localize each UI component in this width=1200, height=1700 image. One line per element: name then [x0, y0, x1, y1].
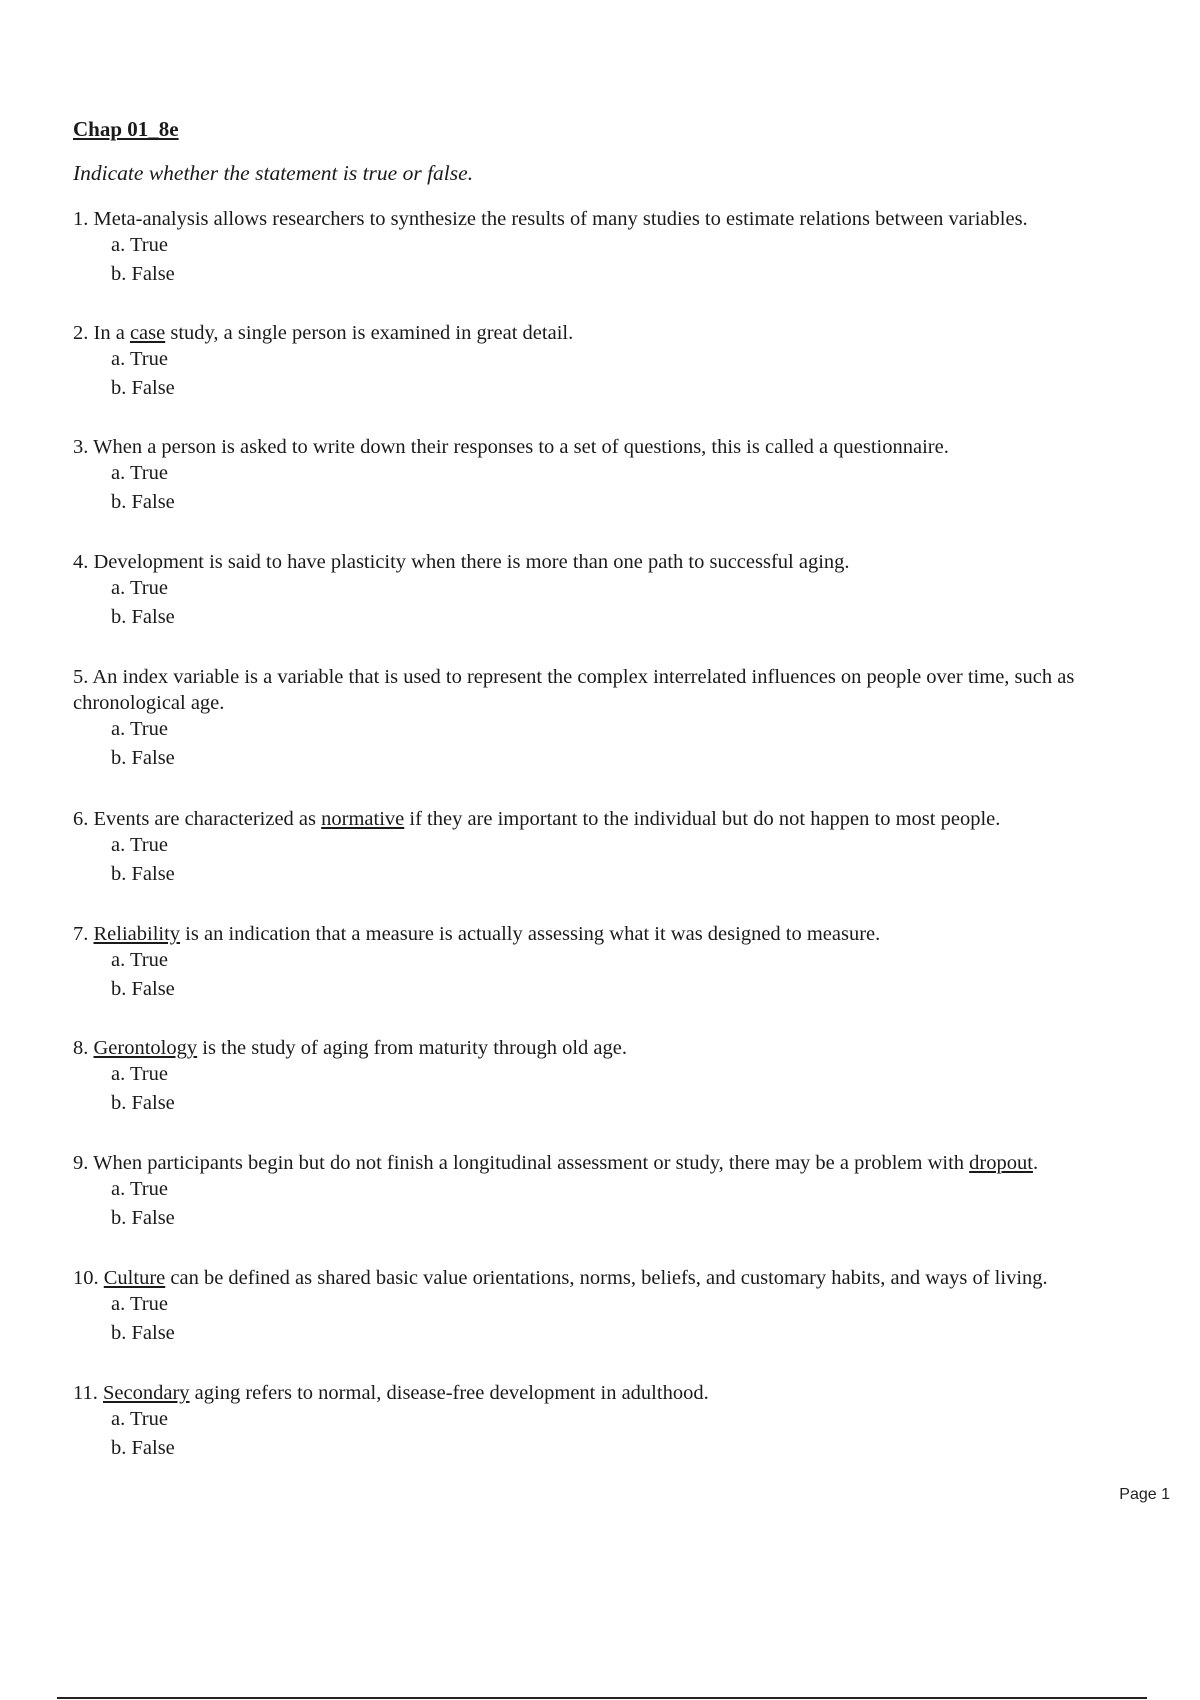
- answer-option: a. True: [111, 718, 168, 740]
- answer-option: b. False: [111, 1437, 175, 1459]
- answer-option: a. True: [111, 1063, 168, 1085]
- answer-option: a. True: [111, 577, 168, 599]
- underlined-term: Culture: [103, 1267, 166, 1289]
- question-stem: [73, 1380, 1173, 1406]
- question-number: 7.: [73, 923, 89, 945]
- question-text: Development is said to have plasticity when there is more than one path to successful aging.: [93, 551, 850, 573]
- question-item: [73, 1150, 1173, 1231]
- question-text: Events are characterized as: [93, 808, 322, 830]
- question-text: When a person is asked to write down their responses to a set of questions, this is called a questionnaire.: [93, 436, 949, 458]
- question-text: can be defined as shared basic value orientations, norms, beliefs, and customary habits, and ways of living.: [165, 1267, 1048, 1289]
- question-number: 9.: [73, 1152, 89, 1174]
- question-number: 2.: [73, 322, 89, 344]
- question-number: 6.: [73, 808, 89, 830]
- question-item: [73, 806, 1173, 887]
- question-number: 3.: [73, 436, 89, 458]
- question-number: 10.: [73, 1267, 99, 1289]
- answer-option: b. False: [111, 1092, 175, 1114]
- question-text: Meta-analysis allows researchers to synthesize the results of many studies to estimate relations between variables.: [93, 208, 1028, 230]
- question-number: 8.: [73, 1037, 89, 1059]
- underlined-term: dropout: [969, 1152, 1033, 1174]
- underlined-term: normative: [321, 808, 405, 830]
- question-stem: [73, 1035, 1173, 1061]
- question-item: [73, 206, 1173, 287]
- question-text: if they are important to the individual but do not happen to most people.: [404, 808, 1001, 830]
- question-item: [73, 434, 1173, 515]
- question-stem: [73, 434, 1173, 460]
- answer-option: b. False: [111, 377, 175, 399]
- question-item: [73, 664, 1173, 771]
- question-item: [73, 1265, 1173, 1346]
- question-text: .: [1032, 1152, 1039, 1174]
- question-stem: [73, 320, 1173, 346]
- answer-option: a. True: [111, 1178, 168, 1200]
- answer-option: a. True: [111, 234, 168, 256]
- question-text: An index variable is a variable that is used to represent the complex interrelated influences on people over time, such as chronological age.: [73, 666, 1075, 714]
- question-stem: [73, 806, 1173, 832]
- answer-option: a. True: [111, 834, 168, 856]
- question-item: [73, 1035, 1173, 1116]
- question-stem: [73, 1150, 1173, 1176]
- question-text: When participants begin but do not finish a longitudinal assessment or study, there may be a problem with: [93, 1152, 970, 1174]
- answer-option: a. True: [111, 462, 168, 484]
- question-item: [73, 320, 1173, 401]
- answer-option: b. False: [111, 747, 175, 769]
- question-text: is the study of aging from maturity through old age.: [197, 1037, 627, 1059]
- underlined-term: case: [129, 322, 166, 344]
- question-stem: [73, 664, 1173, 716]
- answer-option: a. True: [111, 348, 168, 370]
- answer-option: b. False: [111, 1207, 175, 1229]
- answer-option: b. False: [111, 1322, 175, 1344]
- question-text: In a: [93, 322, 130, 344]
- answer-option: b. False: [111, 978, 175, 1000]
- question-text: aging refers to normal, disease-free development in adulthood.: [189, 1382, 709, 1404]
- question-number: 4.: [73, 551, 89, 573]
- document-title: Chap 01_8e: [73, 117, 179, 141]
- question-item: [73, 1380, 1173, 1461]
- answer-option: a. True: [111, 1293, 168, 1315]
- answer-option: b. False: [111, 263, 175, 285]
- answer-option: b. False: [111, 491, 175, 513]
- answer-option: a. True: [111, 949, 168, 971]
- answer-option: b. False: [111, 863, 175, 885]
- page-number: Page 1: [1119, 1486, 1170, 1503]
- question-text: study, a single person is examined in great detail.: [165, 322, 574, 344]
- instructions: Indicate whether the statement is true or false.: [73, 161, 474, 185]
- answer-option: b. False: [111, 606, 175, 628]
- question-item: [73, 549, 1173, 630]
- footer-divider: [57, 1697, 1147, 1699]
- underlined-term: Reliability: [93, 923, 181, 945]
- question-stem: [73, 921, 1173, 947]
- question-number: 5.: [73, 666, 89, 688]
- question-number: 1.: [73, 208, 89, 230]
- question-stem: [73, 206, 1173, 232]
- question-stem: [73, 549, 1173, 575]
- question-item: [73, 921, 1173, 1002]
- underlined-term: Gerontology: [93, 1037, 198, 1059]
- answer-option: a. True: [111, 1408, 168, 1430]
- question-stem: [73, 1265, 1173, 1291]
- question-text: is an indication that a measure is actually assessing what it was designed to measure.: [180, 923, 881, 945]
- underlined-term: Secondary: [103, 1382, 190, 1404]
- question-number: 11.: [73, 1382, 98, 1404]
